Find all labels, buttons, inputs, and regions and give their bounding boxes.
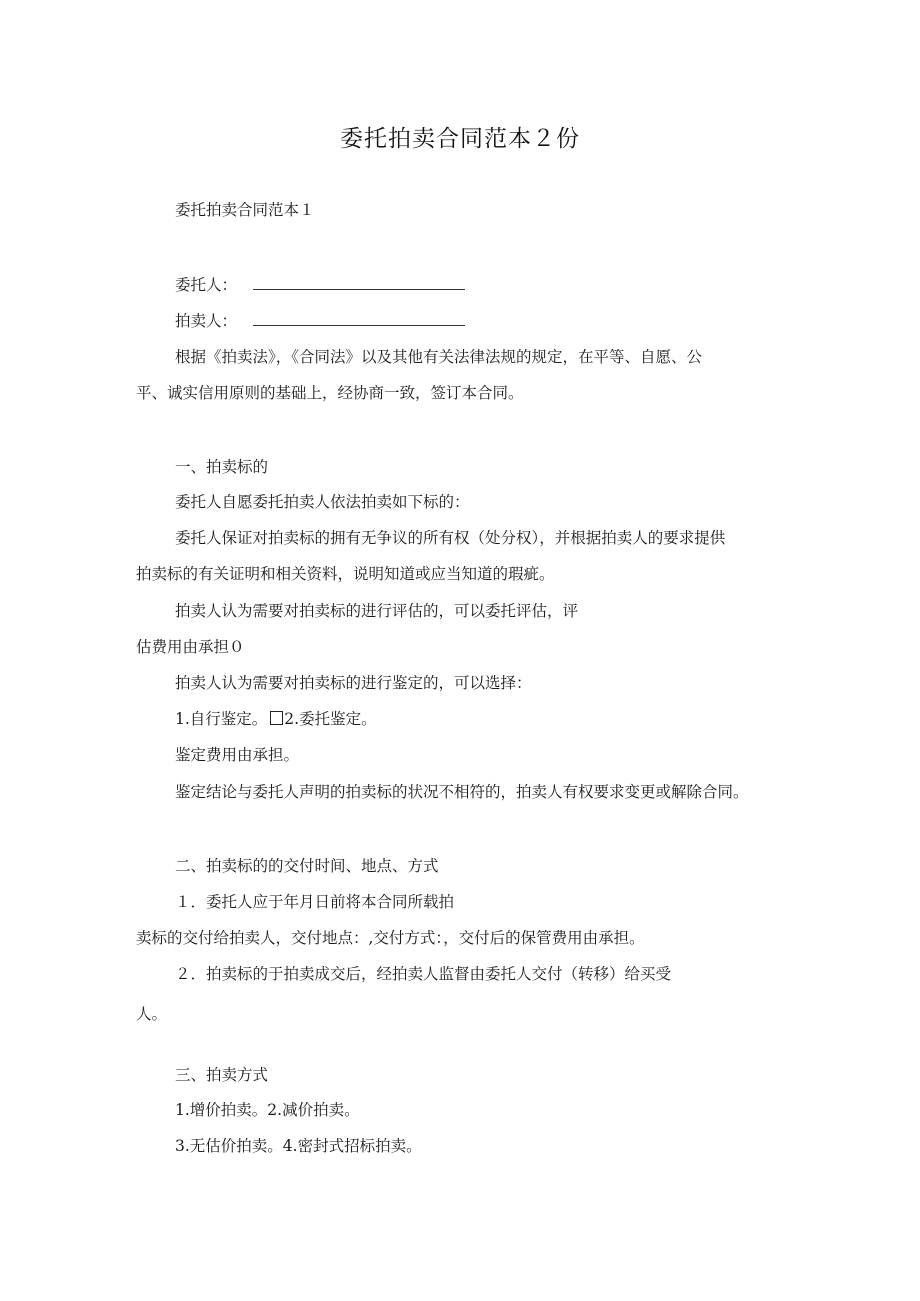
client-label: 委托人：	[175, 276, 238, 294]
appraisal-option-1: 1.自行鉴定。	[175, 710, 268, 728]
document-title: 委托拍卖合同范本２份	[340, 126, 580, 152]
section1-paragraph-3-line-2: 估费用由承担０	[136, 638, 245, 656]
section3-paragraph-2: 3.无估价拍卖。4.密封式招标拍卖。	[175, 1137, 422, 1155]
auctioneer-blank-line	[253, 311, 465, 326]
section1-paragraph-4: 拍卖人认为需要对拍卖标的进行鉴定的，可以选择：	[175, 674, 532, 692]
section2-heading: 二、拍卖标的的交付时间、地点、方式	[175, 857, 439, 875]
auctioneer-field-row	[175, 310, 465, 332]
intro-line-2: 平、诚实信用原则的基础上，经协商一致，签订本合同。	[136, 384, 524, 402]
section1-paragraph-5	[175, 708, 377, 730]
section2-paragraph-1-line-2: 卖标的交付给拍卖人，交付地点：,交付方式：，交付后的保管费用由承担。	[136, 929, 645, 947]
checkbox-icon	[270, 711, 283, 725]
intro-line-1: 根据《拍卖法》，《合同法》以及其他有关法律法规的规定，在平等、自愿、公	[175, 348, 703, 366]
section3-heading: 三、拍卖方式	[175, 1066, 269, 1084]
contract-subtitle: 委托拍卖合同范本１	[175, 201, 315, 219]
auctioneer-label: 拍卖人：	[175, 312, 238, 330]
appraisal-option-2: 2.委托鉴定。	[284, 710, 377, 728]
section1-paragraph-1: 委托人自愿委托拍卖人依法拍卖如下标的：	[175, 493, 470, 511]
client-blank-line	[253, 275, 465, 290]
section1-heading: 一、拍卖标的	[175, 458, 269, 476]
section2-paragraph-2-line-2: 人。	[136, 1005, 168, 1023]
section3-paragraph-1: 1.增价拍卖。2.减价拍卖。	[175, 1101, 360, 1119]
client-field-row	[175, 274, 465, 296]
section1-paragraph-3-line-1: 拍卖人认为需要对拍卖标的进行评估的，可以委托评估，评	[175, 602, 579, 620]
section1-paragraph-2-line-1: 委托人保证对拍卖标的拥有无争议的所有权（处分权），并根据拍卖人的要求提供	[175, 529, 726, 547]
section1-paragraph-2-line-2: 拍卖标的有关证明和相关资料，说明知道或应当知道的瑕疵。	[136, 565, 555, 583]
section2-paragraph-1-line-1: １．委托人应于年月日前将本合同所载拍	[175, 893, 455, 911]
section1-paragraph-6: 鉴定费用由承担。	[175, 746, 300, 764]
section2-paragraph-2-line-1: ２．拍卖标的于拍卖成交后，经拍卖人监督由委托人交付（转移）给买受	[175, 965, 672, 983]
section1-paragraph-7: 鉴定结论与委托人声明的拍卖标的状况不相符的，拍卖人有权要求变更或解除合同。	[175, 783, 749, 801]
